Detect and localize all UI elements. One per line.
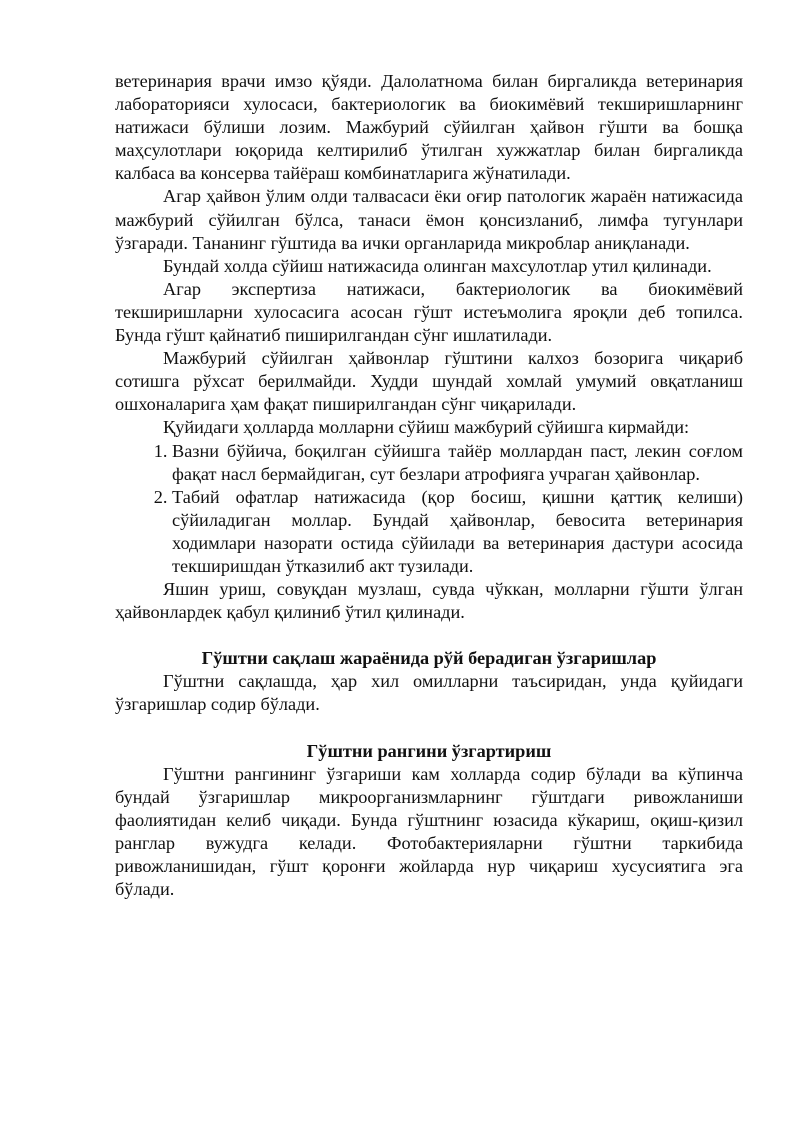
numbered-list xyxy=(115,440,743,579)
paragraph: Бундай холда сўйиш натижасида олинган махсулотлар утил қилинади. xyxy=(163,255,712,276)
spacer xyxy=(115,624,743,647)
list-item: 1. Вазни бўйича, боқилган сўйишга тайёр моллардан паст, лекин соғлом фақат насл бермайдиган, сут безлари атрофияга учраган ҳайвонлар. xyxy=(172,440,743,486)
paragraph: ветеринария врачи имзо қўяди. Далолатнома билан биргаликда ветеринария лабораторияси хулосаси, бактериологик ва биокимёвий текширишларнинг натижаси бўлиши лозим. Мажбурий сўйилган ҳайвон гўшти ва бошқа маҳсулотлари юқорида келтирилиб ўтилган хужжатлар билан биргаликда калбаса ва консерва тайёраш комбинатларига жўнатилади. xyxy=(115,71,743,184)
document-page xyxy=(115,70,743,901)
paragraph: Гўштни рангининг ўзгариши кам холларда содир бўлади ва кўпинча бундай ўзгаришлар микроорганизмларнинг гўштдаги ривожланиши фаолиятидан келиб чиқади. Бунда гўштнинг юзасида кўкариш, оқиш-қизил ранглар вужудга келади. Фотобактерияларни гўштни таркибида ривожланишидан, гўшт қоронғи жойларда нур чиқариш хусусиятига эга бўлади. xyxy=(115,763,743,900)
section-heading: Гўштни сақлаш жараёнида рўй берадиган ўзгаришлар xyxy=(201,648,657,669)
paragraph: Агар ҳайвон ўлим олди талвасаси ёки оғир патологик жараён натижасида мажбурий сўйилган бўлса, танаси ёмон қонсизланиб, лимфа тугунлари ўзгаради. Тананинг гўштида ва ички органларида микроблар аниқланади. xyxy=(115,186,743,253)
list-item: 2. Табий офатлар натижасида (қор босиш, қишни қаттиқ келиши) сўйиладиган моллар. Бундай ҳайвонлар, бевосита ветеринария ходимлари назорати остида сўйилади ва ветеринария дастури асосида текширишдан ўтказилиб акт тузилади. xyxy=(172,486,743,578)
paragraph: Агар экспертиза натижаси, бактериологик ва биокимёвий текширишларни хулосасига асосан гўшт истеъмолига яроқли деб топилса. Бунда гўшт қайнатиб пиширилгандан сўнг ишлатилади. xyxy=(115,278,743,346)
paragraph: Қуйидаги ҳолларда молларни сўйиш мажбурий сўйишга кирмайди: xyxy=(163,417,690,438)
spacer xyxy=(115,717,743,740)
paragraph: Мажбурий сўйилган ҳайвонлар гўштини калхоз бозорига чиқариб сотишга рўхсат берилмайди. Худди шундай хомлай умумий овқатланиш ошхоналарига ҳам фақат пиширилгандан сўнг чиқарилади. xyxy=(115,348,743,415)
paragraph: Яшин уриш, совуқдан музлаш, сувда чўккан, молларни гўшти ўлган ҳайвонлардек қабул қилиниб ўтил қилинади. xyxy=(115,579,743,623)
paragraph: Гўштни сақлашда, ҳар хил омилларни таъсиридан, унда қуйидаги ўзгаришлар содир бўлади. xyxy=(115,671,743,715)
section-heading: Гўштни рангини ўзгартириш xyxy=(306,740,552,761)
